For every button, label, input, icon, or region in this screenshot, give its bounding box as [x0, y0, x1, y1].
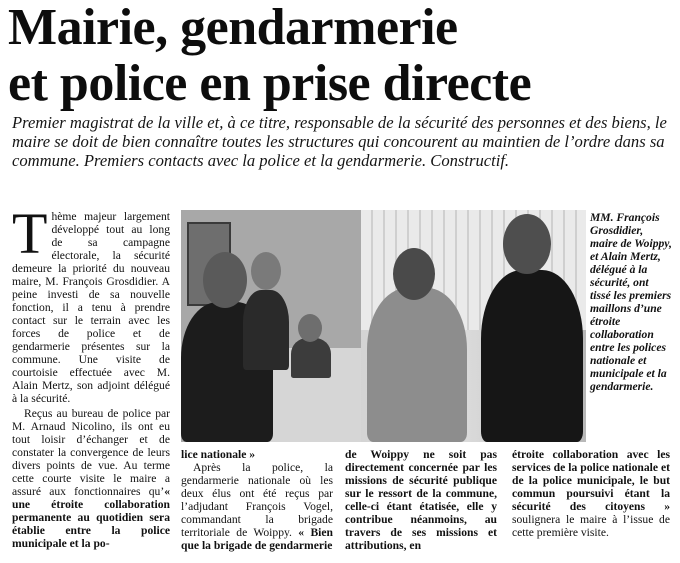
article-headline: [8, 0, 672, 112]
paragraph-4: [512, 448, 670, 539]
photo-officer-back: [243, 290, 289, 370]
article-column-3: [345, 448, 497, 552]
article-lede: Premier magistrat de la ville et, à ce titre, responsable de la sécurité des personnes et des biens, le maire se doit de bien connaître toutes les structures qui concourent au maintien de l’ordre dans sa commune. Premiers contacts avec la police et la gendarmerie. Constructif.: [12, 113, 667, 171]
photo-officer-left-head: [203, 252, 247, 308]
quote-start: « une étroite collaboration permanente au quotidien sera établie entre la police municipale et la po-: [12, 485, 170, 550]
paragraph-2-text: Reçus au bureau de police par M. Arnaud Nicolino, ils ont eu tout loisir d’échanger et de constater la convergence de leurs divers points de vue. Au terme cette courte visite le maire a assuré aux fonctionnaires qu’: [12, 407, 170, 498]
paragraph-1: [12, 201, 170, 405]
headline-line-1: Mairie, gendarmerie: [8, 0, 458, 56]
quote-2-middle: de Woippy ne soit pas directement concernée par les missions de sécurité publique sur le ressort de la commune, celle-ci étant étatisée, elle y contribue néanmoins, au travers de ses missions et attributions, en: [345, 448, 497, 552]
photo-caption: MM. François Grosdidier, maire de Woippy, et Alain Mertz, délégué à la sécurité, ont tissé les premiers maillons d’une étroite collaboration entre les polices nationale et municipale et la gendarmerie.: [590, 211, 672, 393]
photo-mayor-head: [393, 248, 435, 300]
article-photo: [181, 210, 586, 442]
paragraph-3: [181, 461, 333, 552]
photo-seated-person-head: [298, 314, 322, 342]
drop-cap: T: [12, 201, 48, 266]
quote-end: lice nationale »: [181, 448, 256, 461]
article-column-2: [181, 448, 333, 552]
column-2-quote-end: [181, 448, 333, 461]
photo-deputy: [481, 270, 583, 442]
photo-officer-back-head: [251, 252, 281, 290]
paragraph-3-text: Après la police, la gendarmerie nationale où les deux élus ont été reçus par l’adjudant François Vogel, commandant la brigade territoriale de Woippy.: [181, 461, 333, 539]
quote-2-end: étroite collaboration avec les services de la police nationale et de la police municipale, le but commun poursuivi étant la sécurité des citoyens »: [512, 448, 670, 513]
article-column-1: [12, 201, 170, 550]
photo-deputy-head: [503, 214, 551, 274]
paragraph-1-text: hème majeur largement développé tout au long de sa campagne électorale, la sécurité demeure la priorité du nouveau maire, M. François Grosdidier. A peine investi de sa nouvelle fonction, il a tenu à prendre contact sur le terrain avec les forces de police et de gendarmerie présentes sur la commune. Une visite de courtoisie effectuée avec M. Alain Mertz, son adjoint délégué à la sécurité.: [12, 210, 170, 405]
paragraph-4-text: soulignera le maire à l’issue de cette première visite.: [512, 513, 670, 539]
headline-line-2: et police en prise directe: [8, 55, 532, 112]
photo-seated-person: [291, 338, 331, 378]
paragraph-2: [12, 407, 170, 550]
article-column-4: [512, 448, 670, 539]
quote-2-start: « Bien que la brigade de gendarmerie: [181, 526, 333, 552]
photo-mayor: [367, 288, 467, 442]
